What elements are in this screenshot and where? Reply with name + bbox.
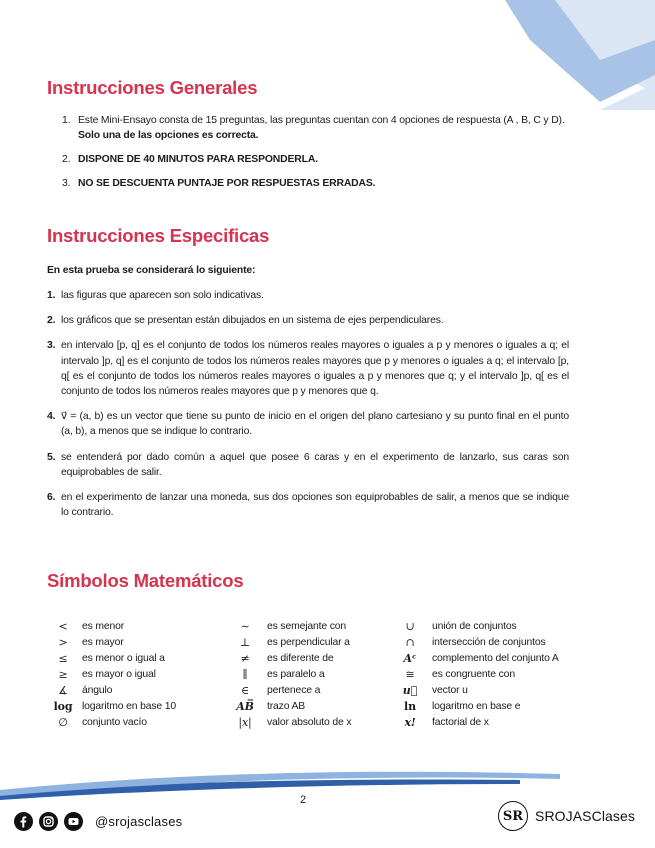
instagram-icon[interactable] xyxy=(39,812,58,831)
symbol: u⃗ xyxy=(402,684,418,697)
symbols-column-2 xyxy=(233,619,351,731)
symbol-row xyxy=(233,699,351,715)
symbol-meaning: unión de conjuntos xyxy=(432,621,517,632)
symbol: ∥ xyxy=(242,668,248,681)
symbol-meaning: intersección de conjuntos xyxy=(432,637,546,648)
symbol: ln xyxy=(404,700,416,713)
social-links xyxy=(14,812,182,831)
symbol-row xyxy=(52,651,176,667)
general-instructions-title: Instrucciones Generales xyxy=(47,77,258,98)
symbol-meaning: es menor xyxy=(82,621,125,632)
symbol-meaning: trazo AB xyxy=(267,701,306,712)
item-number: 1. xyxy=(47,290,56,301)
symbol: ∪ xyxy=(405,620,415,633)
item-text: Este Mini-Ensayo consta de 15 preguntas, las preguntas cuentan con 4 opciones de respuesta (A , B, C y D). xyxy=(78,115,565,126)
symbol: AB̅ xyxy=(236,700,254,713)
list-item xyxy=(47,288,569,303)
symbol-row xyxy=(398,651,559,667)
specific-instructions-list xyxy=(47,288,569,530)
symbol: ∅ xyxy=(58,716,68,729)
list-item xyxy=(62,152,572,167)
symbol: ∡ xyxy=(58,684,68,697)
symbol-meaning: es mayor xyxy=(82,637,124,648)
symbol: < xyxy=(58,620,68,633)
brand xyxy=(498,801,635,831)
symbols-column-1 xyxy=(52,619,176,731)
symbol-row xyxy=(52,683,176,699)
item-number: 2. xyxy=(62,154,71,165)
symbol-row xyxy=(398,619,559,635)
symbol-row xyxy=(398,683,559,699)
symbol-row xyxy=(52,619,176,635)
item-number: 2. xyxy=(47,315,56,327)
list-item xyxy=(62,113,572,143)
item-bold-text: NO SE DESCUENTA PUNTAJE POR RESPUESTAS ERRADAS. xyxy=(78,178,376,189)
symbol: ∼ xyxy=(240,620,250,633)
item-text: en intervalo [p, q] es el conjunto de todos los números reales mayores o iguales a p y menores o iguales a q; el intervalo ]p, q] es el conjunto de todos los números reales mayores que p y menores o iguales a q; el intervalo [p, q[ es el conjunto de todos los números reales mayores o iguales a p y menores que q; y el intervalo ]p, q[ es el conjunto de todos los números reales mayores que p y menores que q. xyxy=(61,340,569,398)
symbol: ≥ xyxy=(58,668,68,681)
item-number: 3. xyxy=(62,178,71,189)
symbol-row xyxy=(233,635,351,651)
item-text: las figuras que aparecen son solo indicativas. xyxy=(61,290,264,301)
symbol-row xyxy=(233,651,351,667)
symbol-meaning: es paralelo a xyxy=(267,669,325,680)
symbol-row xyxy=(398,667,559,683)
symbol-row xyxy=(52,715,176,731)
symbol-meaning: es diferente de xyxy=(267,653,334,664)
symbol-row xyxy=(52,635,176,651)
list-item xyxy=(47,409,569,439)
symbol-row xyxy=(233,619,351,635)
symbol-meaning: vector u xyxy=(432,685,468,696)
symbol: x! xyxy=(404,716,416,729)
general-instructions-list xyxy=(62,113,572,200)
symbol-row xyxy=(233,683,351,699)
symbol-row xyxy=(52,667,176,683)
facebook-icon[interactable] xyxy=(14,812,33,831)
item-text: se entenderá por dado común a aquel que posee 6 caras y en el experimento de lanzarlo, sus caras son equiprobables de salir. xyxy=(61,451,569,478)
social-handle[interactable]: @srojasclases xyxy=(95,814,183,829)
symbol-meaning: complemento del conjunto A xyxy=(432,653,559,664)
list-item xyxy=(47,313,569,328)
item-number: 5. xyxy=(47,451,56,463)
symbol-row xyxy=(52,699,176,715)
symbol-meaning: ángulo xyxy=(82,685,113,696)
item-number: 3. xyxy=(47,340,56,352)
symbol-meaning: factorial de x xyxy=(432,717,489,728)
item-bold-text: DISPONE DE 40 MINUTOS PARA RESPONDERLA. xyxy=(78,154,318,165)
list-item xyxy=(47,338,569,399)
symbol: |x| xyxy=(238,716,252,729)
item-number: 4. xyxy=(47,411,56,423)
brand-logo: SR xyxy=(498,801,528,831)
symbol-meaning: logaritmo en base 10 xyxy=(82,701,177,712)
item-number: 6. xyxy=(47,492,56,504)
item-text: v⃗ = (a, b) es un vector que tiene su punto de inicio en el origen del plano cartesiano y su punto final en el punto (a, b), a menos que se indique lo contrario. xyxy=(61,411,569,438)
symbol-row xyxy=(233,667,351,683)
specific-lead: En esta prueba se considerará lo siguiente: xyxy=(47,265,256,276)
symbol: ≅ xyxy=(405,668,415,681)
symbol: ∩ xyxy=(405,636,415,649)
symbol: Aᶜ xyxy=(403,652,417,665)
symbol: ≠ xyxy=(240,652,250,665)
symbol-row xyxy=(398,715,559,731)
page-number: 2 xyxy=(300,794,307,806)
list-item xyxy=(47,490,569,520)
symbol-meaning: es semejante con xyxy=(267,621,347,632)
symbol: > xyxy=(58,636,68,649)
item-text: en el experimento de lanzar una moneda, sus dos opciones son equiprobables de salir, a menos que se indique lo contrario. xyxy=(61,492,569,519)
list-item xyxy=(62,176,572,191)
symbol-meaning: es mayor o igual xyxy=(82,669,156,680)
list-item xyxy=(47,450,569,480)
symbol-row xyxy=(398,635,559,651)
symbol: ∈ xyxy=(241,684,249,697)
item-bold-text: Solo una de las opciones es correcta. xyxy=(78,130,259,141)
symbol-meaning: pertenece a xyxy=(267,685,321,696)
symbol: log xyxy=(53,700,73,713)
math-symbols-title: Símbolos Matemáticos xyxy=(47,570,244,591)
symbol: ≤ xyxy=(58,652,68,665)
youtube-icon[interactable] xyxy=(64,812,83,831)
specific-instructions-title: Instrucciones Especificas xyxy=(47,225,270,246)
symbol-row xyxy=(233,715,351,731)
item-number: 1. xyxy=(62,115,71,126)
symbol-meaning: es congruente con xyxy=(432,669,515,680)
brand-name: SROJASClases xyxy=(535,808,636,824)
symbol: ⊥ xyxy=(239,636,251,649)
symbol-row xyxy=(398,699,559,715)
symbols-column-3 xyxy=(398,619,559,731)
symbol-meaning: es menor o igual a xyxy=(82,653,165,664)
symbol-meaning: logaritmo en base e xyxy=(432,701,521,712)
symbol-meaning: valor absoluto de x xyxy=(267,717,352,728)
symbol-meaning: es perpendicular a xyxy=(267,637,350,648)
symbol-meaning: conjunto vacío xyxy=(82,717,147,728)
item-text: los gráficos que se presentan están dibujados en un sistema de ejes perpendiculares. xyxy=(61,315,444,327)
